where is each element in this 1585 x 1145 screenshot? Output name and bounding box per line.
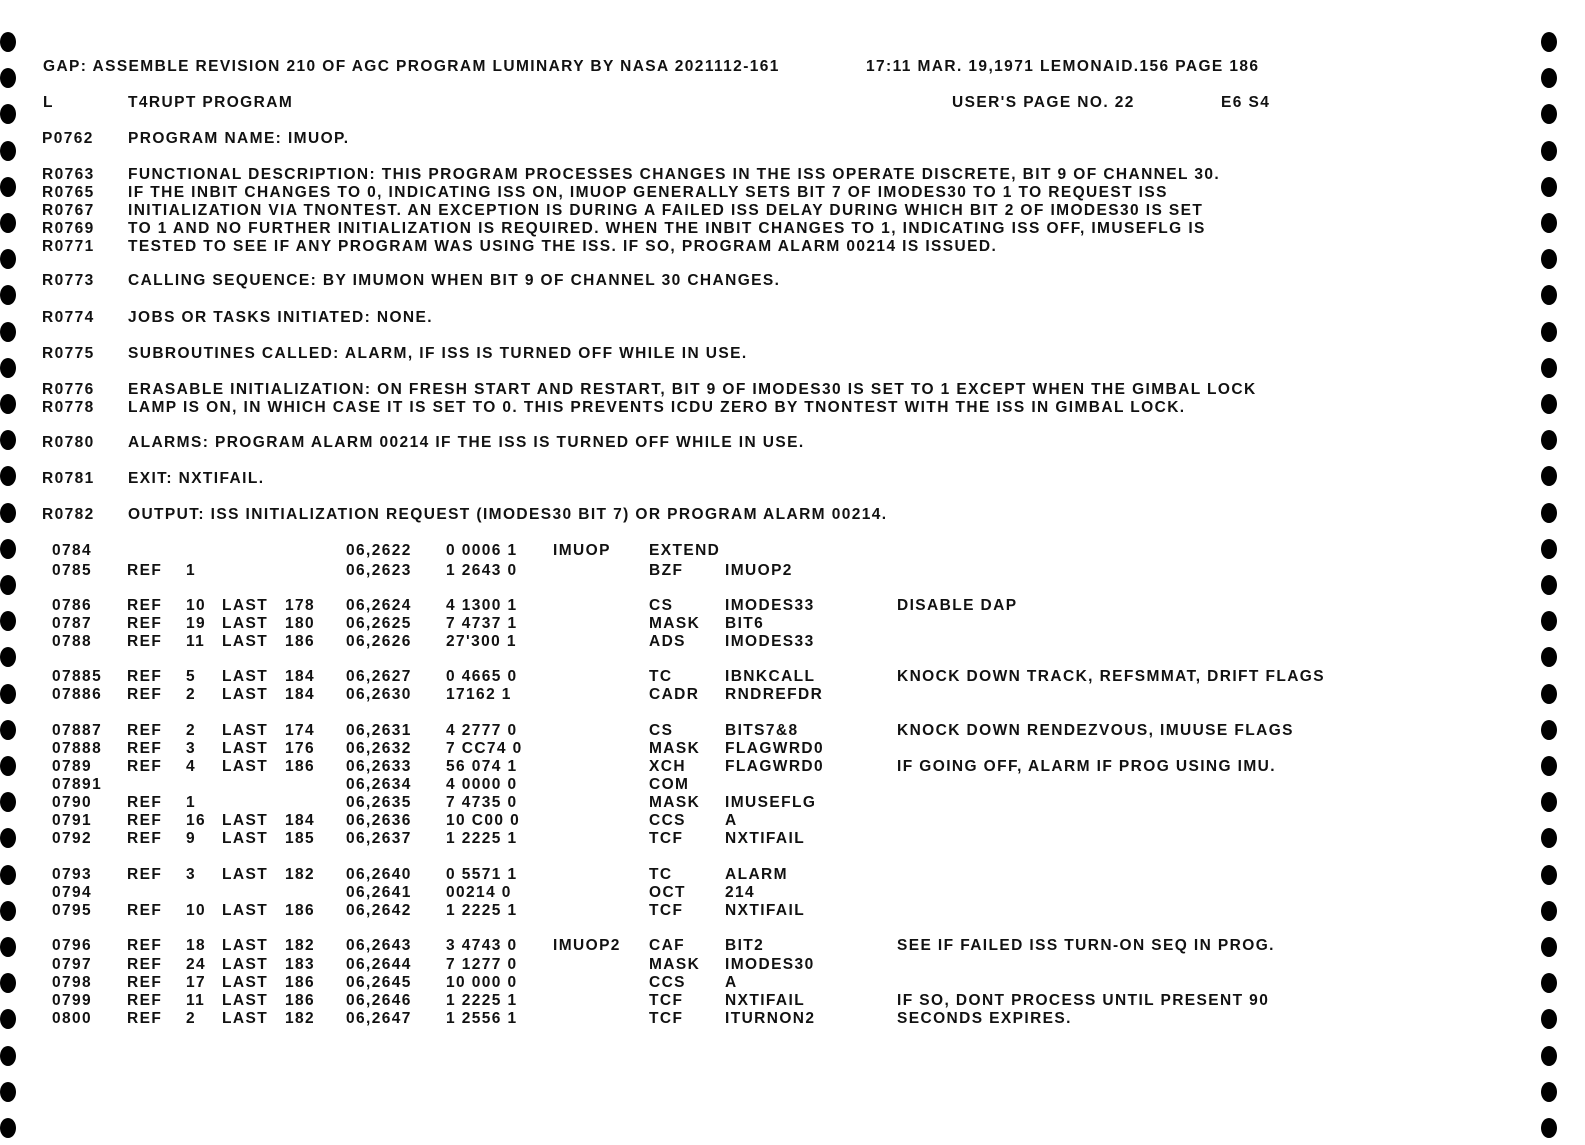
- listing-ref-count: 18: [186, 937, 207, 954]
- listing-line-number: 0797: [52, 956, 93, 973]
- listing-opcode: COM: [649, 776, 690, 793]
- listing-address: 06,2622: [346, 542, 412, 559]
- listing-last-tag: LAST: [222, 812, 269, 829]
- listing-operand: NXTIFAIL: [725, 830, 806, 847]
- listing-last-tag: LAST: [222, 830, 269, 847]
- left-feed-hole: [0, 901, 16, 921]
- left-feed-hole: [0, 611, 16, 631]
- left-feed-hole: [0, 1082, 16, 1102]
- listing-line-number: 07885: [52, 668, 103, 685]
- listing-line-number: 0787: [52, 615, 93, 632]
- comment-text: TO 1 AND NO FURTHER INITIALIZATION IS REQUIRED. WHEN THE INBIT CHANGES TO 1, INDICATING ISS OFF, IMUSEFLG IS: [128, 220, 1206, 237]
- listing-line-number: 0792: [52, 830, 93, 847]
- listing-octal-word: 7 1277 0: [446, 956, 518, 973]
- listing-ref-count: 4: [186, 758, 197, 775]
- right-feed-hole: [1541, 503, 1557, 523]
- listing-address: 06,2630: [346, 686, 412, 703]
- comment-line-number: R0774: [42, 309, 95, 326]
- listing-last-page: 182: [285, 866, 316, 883]
- listing-line-number: 0795: [52, 902, 93, 919]
- left-feed-hole: [0, 358, 16, 378]
- listing-opcode: TC: [649, 866, 673, 883]
- listing-last-tag: LAST: [222, 740, 269, 757]
- listing-address: 06,2647: [346, 1010, 412, 1027]
- listing-ref-count: 2: [186, 722, 197, 739]
- listing-ref-tag: REF: [127, 597, 163, 614]
- listing-ref-tag: REF: [127, 668, 163, 685]
- listing-last-tag: LAST: [222, 974, 269, 991]
- listing-octal-word: 1 2225 1: [446, 902, 518, 919]
- listing-remark: KNOCK DOWN RENDEZVOUS, IMUUSE FLAGS: [897, 722, 1294, 739]
- right-feed-hole: [1541, 575, 1557, 595]
- comment-line-number: R0771: [42, 238, 95, 255]
- comment-line-number: R0769: [42, 220, 95, 237]
- right-feed-hole: [1541, 249, 1557, 269]
- listing-octal-word: 10 C00 0: [446, 812, 521, 829]
- listing-last-page: 180: [285, 615, 316, 632]
- listing-octal-word: 10 000 0: [446, 974, 518, 991]
- listing-address: 06,2637: [346, 830, 412, 847]
- listing-operand: IMODES33: [725, 597, 815, 614]
- listing-last-page: 178: [285, 597, 316, 614]
- right-feed-hole: [1541, 901, 1557, 921]
- left-feed-hole: [0, 503, 16, 523]
- comment-line-number: R0773: [42, 272, 95, 289]
- listing-ref-count: 2: [186, 1010, 197, 1027]
- listing-line-number: 07887: [52, 722, 103, 739]
- listing-address: 06,2623: [346, 562, 412, 579]
- comment-text: ALARMS: PROGRAM ALARM 00214 IF THE ISS IS TURNED OFF WHILE IN USE.: [128, 434, 805, 451]
- listing-address: 06,2632: [346, 740, 412, 757]
- listing-operand: ALARM: [725, 866, 788, 883]
- left-feed-hole: [0, 1046, 16, 1066]
- listing-line-number: 0786: [52, 597, 93, 614]
- listing-ref-count: 9: [186, 830, 197, 847]
- listing-remark: SEE IF FAILED ISS TURN-ON SEQ IN PROG.: [897, 937, 1275, 954]
- right-feed-hole: [1541, 647, 1557, 667]
- listing-opcode: CADR: [649, 686, 700, 703]
- listing-address: 06,2641: [346, 884, 412, 901]
- left-feed-hole: [0, 68, 16, 88]
- right-feed-hole: [1541, 322, 1557, 342]
- left-feed-hole: [0, 177, 16, 197]
- header-timestamp-page: 17:11 MAR. 19,1971 LEMONAID.156 PAGE 186: [866, 58, 1260, 75]
- listing-ref-count: 1: [186, 794, 197, 811]
- listing-last-page: 184: [285, 668, 316, 685]
- right-feed-hole: [1541, 32, 1557, 52]
- right-feed-hole: [1541, 430, 1557, 450]
- right-feed-hole: [1541, 720, 1557, 740]
- comment-text: FUNCTIONAL DESCRIPTION: THIS PROGRAM PROCESSES CHANGES IN THE ISS OPERATE DISCRETE, BIT 9 OF CHANNEL 30.: [128, 166, 1221, 183]
- listing-address: 06,2627: [346, 668, 412, 685]
- listing-label: IMUOP2: [553, 937, 621, 954]
- comment-text: SUBROUTINES CALLED: ALARM, IF ISS IS TURNED OFF WHILE IN USE.: [128, 345, 748, 362]
- listing-last-tag: LAST: [222, 902, 269, 919]
- right-feed-hole: [1541, 213, 1557, 233]
- listing-address: 06,2640: [346, 866, 412, 883]
- listing-line-number: 0796: [52, 937, 93, 954]
- listing-label: IMUOP: [553, 542, 611, 559]
- listing-opcode: TCF: [649, 992, 684, 1009]
- listing-octal-word: 3 4743 0: [446, 937, 518, 954]
- right-feed-hole: [1541, 285, 1557, 305]
- listing-operand: A: [725, 812, 738, 829]
- left-feed-hole: [0, 865, 16, 885]
- listing-opcode: MASK: [649, 794, 701, 811]
- listing-address: 06,2625: [346, 615, 412, 632]
- listing-octal-word: 4 0000 0: [446, 776, 518, 793]
- left-feed-hole: [0, 937, 16, 957]
- comment-text: EXIT: NXTIFAIL.: [128, 470, 265, 487]
- comment-text: OUTPUT: ISS INITIALIZATION REQUEST (IMODES30 BIT 7) OR PROGRAM ALARM 00214.: [128, 506, 888, 523]
- listing-address: 06,2635: [346, 794, 412, 811]
- listing-last-tag: LAST: [222, 686, 269, 703]
- listing-operand: IMODES30: [725, 956, 815, 973]
- comment-line-number: R0765: [42, 184, 95, 201]
- comment-text: JOBS OR TASKS INITIATED: NONE.: [128, 309, 433, 326]
- listing-address: 06,2624: [346, 597, 412, 614]
- left-feed-hole: [0, 285, 16, 305]
- listing-last-page: 176: [285, 740, 316, 757]
- listing-ref-count: 1: [186, 562, 197, 579]
- listing-ref-count: 10: [186, 902, 207, 919]
- listing-last-page: 182: [285, 1010, 316, 1027]
- left-feed-hole: [0, 756, 16, 776]
- listing-ref-tag: REF: [127, 794, 163, 811]
- left-feed-hole: [0, 720, 16, 740]
- left-feed-hole: [0, 322, 16, 342]
- listing-last-tag: LAST: [222, 633, 269, 650]
- listing-address: 06,2631: [346, 722, 412, 739]
- left-feed-hole: [0, 539, 16, 559]
- listing-line-number: 0800: [52, 1010, 93, 1027]
- comment-text: TESTED TO SEE IF ANY PROGRAM WAS USING THE ISS. IF SO, PROGRAM ALARM 00214 IS ISSUED.: [128, 238, 998, 255]
- listing-line-number: 07888: [52, 740, 103, 757]
- listing-ref-tag: REF: [127, 562, 163, 579]
- listing-last-tag: LAST: [222, 668, 269, 685]
- right-feed-hole: [1541, 1046, 1557, 1066]
- comment-text: ERASABLE INITIALIZATION: ON FRESH START AND RESTART, BIT 9 OF IMODES30 IS SET TO 1 EXCEPT WHEN THE GIMBAL LOCK: [128, 381, 1257, 398]
- right-feed-hole: [1541, 865, 1557, 885]
- listing-last-page: 185: [285, 830, 316, 847]
- listing-operand: A: [725, 974, 738, 991]
- comment-text: IF THE INBIT CHANGES TO 0, INDICATING ISS ON, IMUOP GENERALLY SETS BIT 7 OF IMODES30 TO 1 TO REQUEST ISS: [128, 184, 1168, 201]
- listing-opcode: OCT: [649, 884, 686, 901]
- listing-remark: IF GOING OFF, ALARM IF PROG USING IMU.: [897, 758, 1276, 775]
- comment-line-number: R0780: [42, 434, 95, 451]
- listing-operand: NXTIFAIL: [725, 992, 806, 1009]
- right-feed-hole: [1541, 68, 1557, 88]
- listing-operand: IMODES33: [725, 633, 815, 650]
- left-feed-hole: [0, 141, 16, 161]
- left-feed-hole: [0, 466, 16, 486]
- listing-last-tag: LAST: [222, 937, 269, 954]
- listing-operand: FLAGWRD0: [725, 740, 825, 757]
- listing-line-number: 0784: [52, 542, 93, 559]
- listing-octal-word: 1 2225 1: [446, 992, 518, 1009]
- listing-octal-word: 0 0006 1: [446, 542, 518, 559]
- listing-line-number: 0799: [52, 992, 93, 1009]
- listing-ref-tag: REF: [127, 902, 163, 919]
- listing-last-page: 174: [285, 722, 316, 739]
- listing-ref-tag: REF: [127, 615, 163, 632]
- listing-remark: KNOCK DOWN TRACK, REFSMMAT, DRIFT FLAGS: [897, 668, 1325, 685]
- listing-opcode: TCF: [649, 1010, 684, 1027]
- listing-ref-tag: REF: [127, 830, 163, 847]
- listing-opcode: CS: [649, 597, 674, 614]
- listing-octal-word: 56 074 1: [446, 758, 518, 775]
- listing-remark: SECONDS EXPIRES.: [897, 1010, 1072, 1027]
- right-feed-hole: [1541, 828, 1557, 848]
- listing-octal-word: 00214 0: [446, 884, 512, 901]
- listing-last-page: 186: [285, 974, 316, 991]
- listing-last-page: 182: [285, 937, 316, 954]
- listing-operand: 214: [725, 884, 756, 901]
- comment-line-number: R0778: [42, 399, 95, 416]
- listing-ref-count: 10: [186, 597, 207, 614]
- left-feed-hole: [0, 684, 16, 704]
- comment-line-number: R0767: [42, 202, 95, 219]
- left-feed-hole: [0, 32, 16, 52]
- listing-last-page: 186: [285, 992, 316, 1009]
- listing-line-number: 0793: [52, 866, 93, 883]
- comment-text: PROGRAM NAME: IMUOP.: [128, 130, 350, 147]
- listing-line-number: 0791: [52, 812, 93, 829]
- listing-opcode: CS: [649, 722, 674, 739]
- left-feed-hole: [0, 430, 16, 450]
- right-feed-hole: [1541, 358, 1557, 378]
- listing-line-number: 0789: [52, 758, 93, 775]
- listing-opcode: ADS: [649, 633, 686, 650]
- listing-opcode: TCF: [649, 830, 684, 847]
- listing-last-page: 186: [285, 902, 316, 919]
- listing-opcode: CCS: [649, 812, 686, 829]
- listing-line-number: 07886: [52, 686, 103, 703]
- listing-ref-tag: REF: [127, 758, 163, 775]
- listing-operand: IBNKCALL: [725, 668, 816, 685]
- listing-ref-tag: REF: [127, 686, 163, 703]
- listing-address: 06,2636: [346, 812, 412, 829]
- listing-ref-count: 2: [186, 686, 197, 703]
- listing-last-tag: LAST: [222, 615, 269, 632]
- listing-octal-word: 7 CC74 0: [446, 740, 523, 757]
- listing-ref-tag: REF: [127, 956, 163, 973]
- listing-address: 06,2645: [346, 974, 412, 991]
- left-feed-hole: [0, 575, 16, 595]
- left-feed-hole: [0, 213, 16, 233]
- listing-ref-tag: REF: [127, 992, 163, 1009]
- left-feed-hole: [0, 647, 16, 667]
- listing-line-number: 0798: [52, 974, 93, 991]
- right-feed-hole: [1541, 684, 1557, 704]
- listing-octal-word: 0 4665 0: [446, 668, 518, 685]
- comment-text: INITIALIZATION VIA TNONTEST. AN EXCEPTION IS DURING A FAILED ISS DELAY DURING WHICH BIT 2 OF IMODES30 IS SET: [128, 202, 1204, 219]
- listing-octal-word: 0 5571 1: [446, 866, 518, 883]
- listing-octal-word: 4 1300 1: [446, 597, 518, 614]
- right-feed-hole: [1541, 394, 1557, 414]
- listing-address: 06,2644: [346, 956, 412, 973]
- right-feed-hole: [1541, 937, 1557, 957]
- listing-address: 06,2633: [346, 758, 412, 775]
- listing-opcode: MASK: [649, 615, 701, 632]
- listing-opcode: XCH: [649, 758, 686, 775]
- listing-opcode: MASK: [649, 740, 701, 757]
- listing-line-number: 0788: [52, 633, 93, 650]
- listing-ref-tag: REF: [127, 812, 163, 829]
- listing-operand: BITS7&8: [725, 722, 799, 739]
- listing-last-tag: LAST: [222, 758, 269, 775]
- comment-line-number: R0782: [42, 506, 95, 523]
- listing-last-page: 184: [285, 812, 316, 829]
- listing-opcode: TC: [649, 668, 673, 685]
- listing-last-tag: LAST: [222, 956, 269, 973]
- listing-address: 06,2646: [346, 992, 412, 1009]
- left-feed-hole: [0, 104, 16, 124]
- listing-octal-word: 4 2777 0: [446, 722, 518, 739]
- listing-last-page: 186: [285, 633, 316, 650]
- listing-opcode: CAF: [649, 937, 686, 954]
- listing-ref-tag: REF: [127, 740, 163, 757]
- listing-opcode: EXTEND: [649, 542, 721, 559]
- comment-text: CALLING SEQUENCE: BY IMUMON WHEN BIT 9 OF CHANNEL 30 CHANGES.: [128, 272, 781, 289]
- listing-remark: IF SO, DONT PROCESS UNTIL PRESENT 90: [897, 992, 1270, 1009]
- listing-last-tag: LAST: [222, 597, 269, 614]
- listing-last-page: 183: [285, 956, 316, 973]
- listing-ref-count: 24: [186, 956, 207, 973]
- listing-octal-word: 1 2225 1: [446, 830, 518, 847]
- listing-address: 06,2642: [346, 902, 412, 919]
- comment-line-number: R0776: [42, 381, 95, 398]
- listing-operand: BIT2: [725, 937, 765, 954]
- listing-operand: FLAGWRD0: [725, 758, 825, 775]
- listing-opcode: MASK: [649, 956, 701, 973]
- listing-octal-word: 27'300 1: [446, 633, 517, 650]
- left-feed-hole: [0, 1118, 16, 1138]
- comment-line-number: R0763: [42, 166, 95, 183]
- left-feed-hole: [0, 828, 16, 848]
- listing-opcode: BZF: [649, 562, 684, 579]
- listing-ref-count: 3: [186, 740, 197, 757]
- listing-ref-tag: REF: [127, 633, 163, 650]
- listing-ref-tag: REF: [127, 722, 163, 739]
- right-feed-hole: [1541, 1118, 1557, 1138]
- right-feed-hole: [1541, 539, 1557, 559]
- listing-address: 06,2643: [346, 937, 412, 954]
- comment-line-number: P0762: [42, 130, 94, 147]
- listing-ref-count: 5: [186, 668, 197, 685]
- left-feed-hole: [0, 1009, 16, 1029]
- right-feed-hole: [1541, 1082, 1557, 1102]
- listing-operand: IMUSEFLG: [725, 794, 817, 811]
- listing-octal-word: 7 4735 0: [446, 794, 518, 811]
- listing-ref-count: 16: [186, 812, 207, 829]
- header-assembly-line: GAP: ASSEMBLE REVISION 210 OF AGC PROGRAM LUMINARY BY NASA 2021112-161: [43, 58, 780, 75]
- listing-last-tag: LAST: [222, 992, 269, 1009]
- header-code: E6 S4: [1221, 94, 1271, 111]
- right-feed-hole: [1541, 973, 1557, 993]
- listing-ref-count: 19: [186, 615, 207, 632]
- header-section-title: T4RUPT PROGRAM: [128, 94, 294, 111]
- right-feed-hole: [1541, 1009, 1557, 1029]
- right-feed-hole: [1541, 141, 1557, 161]
- listing-operand: BIT6: [725, 615, 765, 632]
- listing-ref-tag: REF: [127, 1010, 163, 1027]
- listing-octal-word: 1 2556 1: [446, 1010, 518, 1027]
- listing-opcode: CCS: [649, 974, 686, 991]
- listing-line-number: 0785: [52, 562, 93, 579]
- header-user-page: USER'S PAGE NO. 22: [952, 94, 1135, 111]
- listing-operand: RNDREFDR: [725, 686, 824, 703]
- right-feed-hole: [1541, 466, 1557, 486]
- right-feed-hole: [1541, 104, 1557, 124]
- left-feed-hole: [0, 249, 16, 269]
- listing-address: 06,2626: [346, 633, 412, 650]
- listing-line-number: 0794: [52, 884, 93, 901]
- listing-remark: DISABLE DAP: [897, 597, 1018, 614]
- left-feed-hole: [0, 792, 16, 812]
- listing-last-tag: LAST: [222, 866, 269, 883]
- right-feed-hole: [1541, 177, 1557, 197]
- listing-octal-word: 1 2643 0: [446, 562, 518, 579]
- listing-opcode: TCF: [649, 902, 684, 919]
- left-feed-hole: [0, 973, 16, 993]
- listing-operand: ITURNON2: [725, 1010, 816, 1027]
- listing-octal-word: 7 4737 1: [446, 615, 518, 632]
- listing-octal-word: 17162 1: [446, 686, 512, 703]
- listing-ref-count: 11: [186, 992, 206, 1009]
- listing-last-page: 184: [285, 686, 316, 703]
- listing-ref-tag: REF: [127, 937, 163, 954]
- listing-line-number: 0790: [52, 794, 93, 811]
- listing-last-tag: LAST: [222, 1010, 269, 1027]
- right-feed-hole: [1541, 756, 1557, 776]
- listing-last-tag: LAST: [222, 722, 269, 739]
- listing-ref-count: 11: [186, 633, 206, 650]
- header-l-marker: L: [43, 94, 54, 111]
- listing-ref-count: 3: [186, 866, 197, 883]
- comment-line-number: R0781: [42, 470, 95, 487]
- left-feed-hole: [0, 394, 16, 414]
- right-feed-hole: [1541, 611, 1557, 631]
- right-feed-hole: [1541, 792, 1557, 812]
- listing-ref-tag: REF: [127, 866, 163, 883]
- listing-last-page: 186: [285, 758, 316, 775]
- comment-line-number: R0775: [42, 345, 95, 362]
- listing-ref-tag: REF: [127, 974, 163, 991]
- listing-operand: IMUOP2: [725, 562, 793, 579]
- comment-text: LAMP IS ON, IN WHICH CASE IT IS SET TO 0. THIS PREVENTS ICDU ZERO BY TNONTEST WITH THE ISS IN GIMBAL LOCK.: [128, 399, 1186, 416]
- listing-address: 06,2634: [346, 776, 412, 793]
- listing-operand: NXTIFAIL: [725, 902, 806, 919]
- listing-ref-count: 17: [186, 974, 207, 991]
- listing-line-number: 07891: [52, 776, 103, 793]
